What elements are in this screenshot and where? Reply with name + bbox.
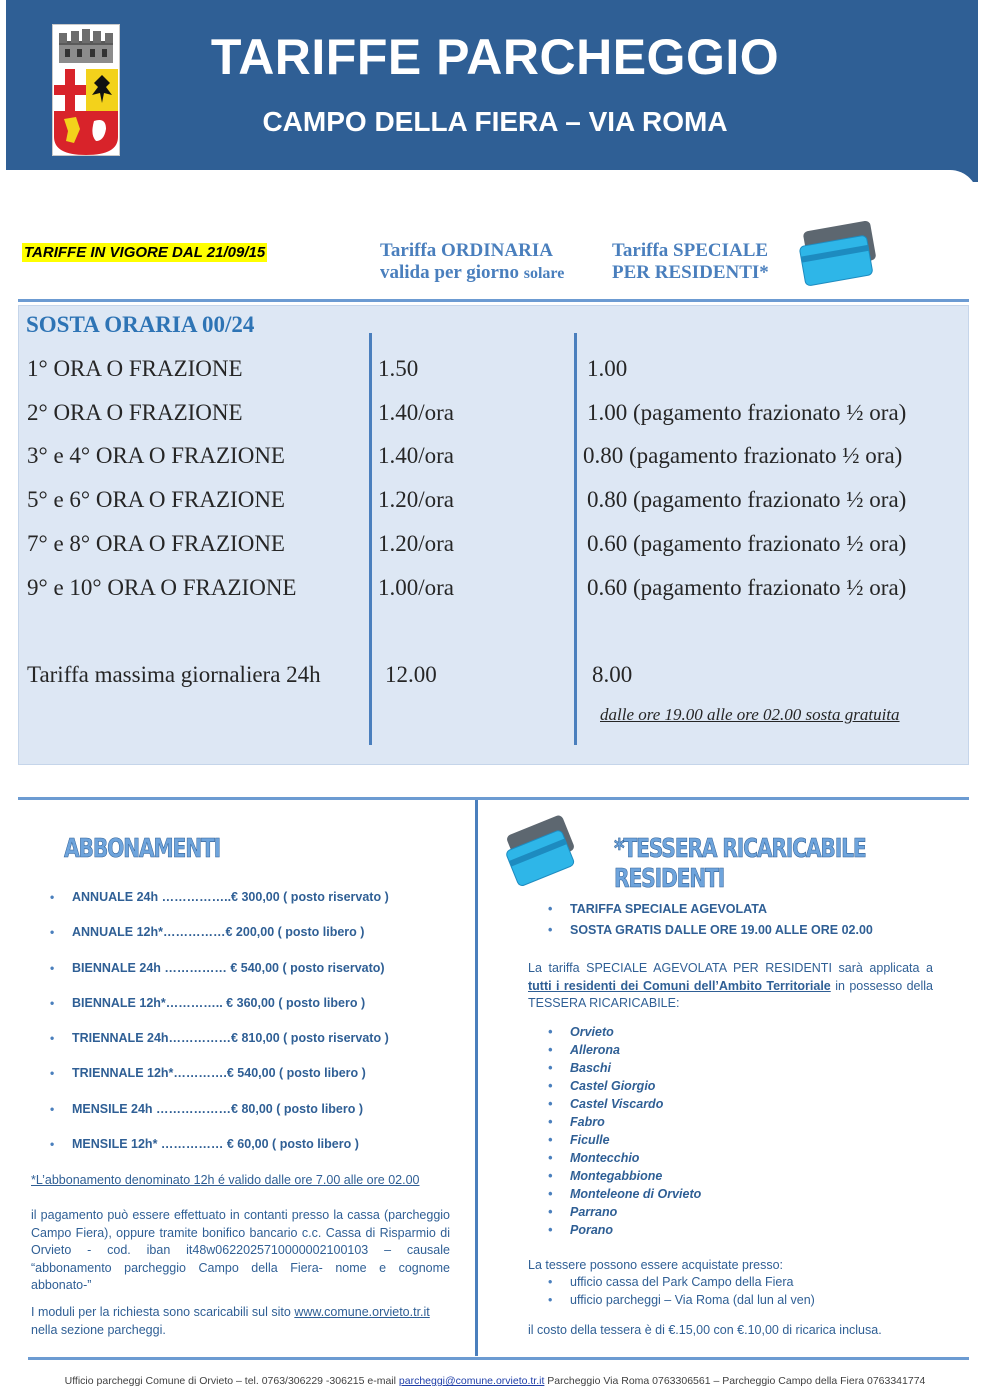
- list-item: • Allerona: [548, 1043, 701, 1061]
- moduli-info: [31, 1304, 461, 1339]
- ordinaria-heading: [380, 240, 564, 285]
- ordinaria-heading-line2a: valida per giorno: [380, 262, 524, 283]
- row-speciale: 0.80 (pagamento frazionato ½ ora): [583, 443, 903, 468]
- free-parking-note: dalle ore 19.00 alle ore 02.00 sosta gratuita: [600, 705, 900, 724]
- row-label: 9° e 10° ORA O FRAZIONE: [27, 575, 297, 600]
- ordinaria-heading-line2b: solare: [523, 265, 565, 282]
- list-item: • Montegabbione: [548, 1169, 701, 1187]
- footer-text-a: Ufficio parcheggi Comune di Orvieto – tel. 0763/306229 -306215 e-mail: [64, 1375, 399, 1387]
- row-label: 5° e 6° ORA O FRAZIONE: [27, 487, 285, 512]
- list-item: • Monteleone di Orvieto: [548, 1187, 701, 1205]
- row-ordinaria: 1.40/ora: [378, 400, 455, 425]
- top-rule: [18, 299, 969, 302]
- card-icon: [795, 218, 883, 290]
- list-item: • TARIFFA SPECIALE AGEVOLATA: [548, 902, 873, 923]
- speciale-heading: [612, 240, 769, 284]
- row-speciale: 0.60 (pagamento frazionato ½ ora): [587, 531, 907, 556]
- list-item: • SOSTA GRATIS DALLE ORE 19.00 ALLE ORE 02.00: [548, 923, 873, 944]
- website-link[interactable]: www.comune.orvieto.tr.it: [294, 1305, 430, 1319]
- section-divider: [475, 800, 478, 1356]
- list-item: • MENSILE 24h ………………€ 80,00 ( posto libero ): [50, 1102, 389, 1137]
- ordinaria-heading-line1: Tariffa ORDINARIA: [380, 240, 553, 261]
- max-rate-speciale: 8.00: [592, 662, 633, 687]
- max-rate-label: Tariffa massima giornaliera 24h: [27, 662, 321, 687]
- row-label: 3° e 4° ORA O FRAZIONE: [27, 443, 285, 468]
- list-item: • TRIENNALE 24h……………€ 810,00 ( posto riservato ): [50, 1031, 389, 1066]
- list-item: • ufficio cassa del Park Campo della Fiera: [548, 1275, 815, 1293]
- moduli-text: I moduli per la richiesta sono scaricabili sul sito: [31, 1305, 295, 1319]
- list-item: • ANNUALE 12h*……………€ 200,00 ( posto libero ): [50, 925, 389, 960]
- tessera-benefits-list: [548, 902, 873, 944]
- row-speciale: 0.60 (pagamento frazionato ½ ora): [587, 575, 907, 600]
- list-item: • Porano: [548, 1223, 701, 1241]
- acquisto-list: [548, 1275, 815, 1311]
- sosta-oraria-title: SOSTA ORARIA 00/24: [26, 312, 255, 337]
- validity-highlight: TARIFFE IN VIGORE DAL 21/09/15: [24, 244, 266, 261]
- footer-text-b: Parcheggio Via Roma 0763306561 – Parcheggio Campo della Fiera 0763341774: [544, 1375, 926, 1387]
- tessera-cost: il costo della tessera è di €.15,00 con €.10,00 di ricarica inclusa.: [528, 1323, 882, 1337]
- page-subtitle: CAMPO DELLA FIERA – VIA ROMA: [262, 106, 728, 137]
- list-item: • Fabro: [548, 1115, 701, 1133]
- list-item: • ufficio parcheggi – Via Roma (dal lun al ven): [548, 1293, 815, 1311]
- abbonamenti-list: [50, 890, 389, 1172]
- list-item: • Castel Viscardo: [548, 1097, 701, 1115]
- card-icon: [500, 812, 584, 892]
- ordinaria-heading-line2: [380, 262, 564, 285]
- list-item: • Baschi: [548, 1061, 701, 1079]
- row-ordinaria: 1.40/ora: [378, 443, 455, 468]
- comuni-list: [548, 1025, 701, 1241]
- middle-rule: [18, 797, 969, 800]
- row-ordinaria: 1.50: [378, 356, 419, 381]
- list-item: • Ficulle: [548, 1133, 701, 1151]
- acquisto-intro: La tessere possono essere acquistate presso:: [528, 1258, 784, 1272]
- row-ordinaria: 1.20/ora: [378, 487, 455, 512]
- list-item: • ANNUALE 24h ……………..€ 300,00 ( posto riservato ): [50, 890, 389, 925]
- abbonamento-12h-note: *L’abbonamento denominato 12h é valido dalle ore 7.00 alle ore 02.00: [31, 1173, 420, 1187]
- row-label: 2° ORA O FRAZIONE: [27, 400, 243, 425]
- list-item: • MENSILE 12h* …………… € 60,00 ( posto libero ): [50, 1137, 389, 1172]
- list-item: • Parrano: [548, 1205, 701, 1223]
- row-label: 7° e 8° ORA O FRAZIONE: [27, 531, 285, 556]
- abbonamenti-title: ABBONAMENTI: [64, 834, 221, 864]
- footer: [0, 1375, 990, 1387]
- list-item: • BIENNALE 12h*………….. € 360,00 ( posto libero ): [50, 996, 389, 1031]
- payment-info: il pagamento può essere effettuato in contanti presso la cassa (parcheggio Campo Fiera), oppure tramite bonifico bancario c.c. Cassa di Risparmio di Orvieto - cod. iban it48w0622025710000002100103 – causale “abbonamento parcheggio Campo della Fiera- nome e cognome abbonato-”: [31, 1208, 450, 1292]
- max-rate-ordinaria: 12.00: [385, 662, 437, 687]
- footer-rule: [28, 1357, 969, 1360]
- list-item: • BIENNALE 24h …………… € 540,00 ( posto riservato): [50, 961, 389, 996]
- list-item: • Castel Giorgio: [548, 1079, 701, 1097]
- list-item: • TRIENNALE 12h*………….€ 540,00 ( posto libero ): [50, 1066, 389, 1101]
- row-ordinaria: 1.20/ora: [378, 531, 455, 556]
- list-item: • Orvieto: [548, 1025, 701, 1043]
- list-item: • Montecchio: [548, 1151, 701, 1169]
- tessera-title: *TESSERA RICARICABILE RESIDENTI: [614, 834, 866, 894]
- header-curve: [6, 170, 978, 210]
- column-divider-1: [369, 333, 372, 745]
- row-speciale: 1.00 (pagamento frazionato ½ ora): [587, 400, 907, 425]
- row-speciale: 0.80 (pagamento frazionato ½ ora): [587, 487, 907, 512]
- speciale-heading-line2: PER RESIDENTI*: [612, 262, 769, 283]
- row-speciale: 1.00: [587, 356, 628, 381]
- residenti-link: tutti i residenti dei Comuni dell’Ambito Territoriale: [528, 978, 831, 993]
- row-label: 1° ORA O FRAZIONE: [27, 356, 243, 381]
- moduli-text-b: nella sezione parcheggi.: [31, 1322, 166, 1337]
- tessera-intro: [528, 960, 933, 1013]
- row-ordinaria: 1.00/ora: [378, 575, 455, 600]
- column-divider-2: [574, 333, 577, 745]
- page-title: TARIFFE PARCHEGGIO: [210, 29, 780, 85]
- tessera-intro-b: in possesso della TESSERA RICARICABILE:: [528, 978, 934, 1010]
- speciale-heading-line1: Tariffa SPECIALE: [612, 240, 769, 261]
- email-link[interactable]: parcheggi@comune.orvieto.tr.it: [398, 1375, 545, 1387]
- tessera-intro-a: La tariffa SPECIALE AGEVOLATA PER RESIDENTI sarà applicata a: [528, 961, 933, 975]
